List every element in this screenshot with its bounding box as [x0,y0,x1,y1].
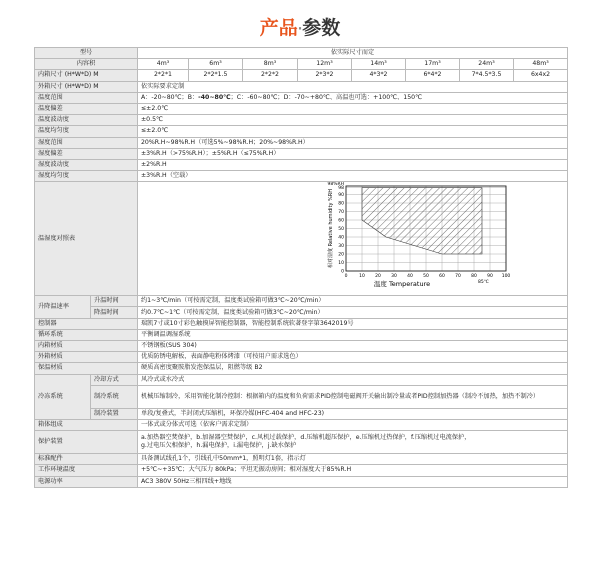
temp-fluctuation-value: ±0.5℃ [138,115,568,126]
humidity-uniformity-label: 湿度均匀度 [35,171,138,182]
chart-cell [138,182,568,296]
chart-y-tick-label: 40 [338,235,344,241]
temp-range-value [138,92,568,103]
table-row [35,307,568,318]
temp-uniformity-value: ≤±2.0℃ [138,126,568,137]
protection-line-2: g.过电压欠相保护，h.漏电保护，i.漏电保护，j.缺水保护 [141,442,297,450]
standard-parts-label: 标准配件 [35,454,138,465]
cooling-mode-label: 冷却方式 [91,374,138,385]
temp-range-label: 温度范围 [35,92,138,103]
chart-row-label: 温湿度对照表 [35,182,138,296]
table-row [35,48,568,59]
volume-cell: 14m³ [352,59,406,70]
humidity-uniformity-value: ±3%R.H（空载） [138,171,568,182]
chart-x-tick-label: 10 [359,274,365,280]
protection-label: 保护装置 [35,431,138,454]
title-dot: · [297,21,303,36]
volume-label: 内容积 [35,59,138,70]
cooling-system-value: 机械压缩制冷，采用智能化制冷控制：根据箱内的温度和负荷需求PID控制电磁阀开关输出制冷量或者PID控制加热器（制冷不加热，加热不制冷） [138,385,568,408]
table-row [35,385,568,408]
outer-material-label: 外箱材质 [35,352,138,363]
table-row [35,296,568,307]
protection-value [138,431,568,454]
chart-y-tick-label: 10 [338,261,344,267]
volume-cell: 24m³ [460,59,514,70]
chart-y-tick-label: 98 [338,186,344,192]
circulation-value: 平衡调温调湿系统 [138,329,568,340]
temp-deviation-label: 温度偏差 [35,103,138,114]
table-row [35,103,568,114]
humidity-deviation-value: ±3%R.H（>75%R.H）；±5%R.H（≤75%R.H） [138,148,568,159]
humidity-deviation-label: 湿度偏差 [35,148,138,159]
table-row [35,465,568,476]
table-row [35,419,568,430]
volume-cell: 48m³ [514,59,568,70]
table-row [35,341,568,352]
model-label: 型号 [35,48,138,59]
chart-x-tick-label: 80 [471,274,477,280]
model-value: 依实际尺寸而定 [138,48,568,59]
inner-size-cell: 7*4.5*3.5 [460,70,514,81]
temp-range-part-b: -40~80℃ [198,93,231,101]
table-row [35,137,568,148]
volume-cell: 12m³ [298,59,352,70]
chart-y-tick-label: 80 [338,201,344,207]
controller-value: 瑞凯7寸或10寸彩色触摸屏智能控制器，智能控制系统软著登字第3642019号 [138,318,568,329]
power-label: 电源功率 [35,476,138,487]
volume-cell: 4m³ [138,59,189,70]
volume-row [35,59,568,70]
cooling-device-label: 制冷装置 [91,408,138,419]
humidity-fluctuation-label: 湿度波动度 [35,159,138,170]
ramp-up-label: 升温时间 [91,296,138,307]
spec-table [34,47,568,488]
ramp-up-value: 约1~3℃/min（可按需定制，温度类试验箱可做3℃~20℃/min） [138,296,568,307]
temp-uniformity-label: 温度均匀度 [35,126,138,137]
chart-y-ticks [338,185,344,274]
outer-size-value: 依实际要求定制 [138,81,568,92]
chart-y-tick-label: 70 [338,210,344,216]
table-row [35,81,568,92]
cabinet-label: 箱体组成 [35,419,138,430]
cooling-mode-value: 风冷式或水冷式 [138,374,568,385]
table-row [35,115,568,126]
volume-cell: 8m³ [243,59,298,70]
inner-size-cell: 2*2*1.5 [189,70,243,81]
inner-size-label: 内箱尺寸 (H*W*D) M [35,70,138,81]
chart-x-tick-label: 30 [391,274,397,280]
chart-x-tick-label: 0 [344,274,348,280]
insulation-value: 硬质高密度聚胺脂发泡保温层，阻燃等级 B2 [138,363,568,374]
humidity-range-value: 20%R.H~98%R.H（可选5%~98%R.H；20%~98%R.H） [138,137,568,148]
volume-cell: 17m³ [406,59,460,70]
chart-x-tick-label: 100 [501,274,511,280]
chart-y-tick-label: 0 [341,269,344,275]
chart-x-tick-label: 40 [407,274,413,280]
inner-size-cell: 2*2*1 [138,70,189,81]
chart-x-unit-label: 85℃ [478,280,489,286]
ramp-down-label: 降温时间 [91,307,138,318]
controller-label: 控制器 [35,318,138,329]
table-row [35,126,568,137]
temp-range-part-c: ；C：-60~80℃；D：-70~+80℃、高温也可选：+100℃、150℃ [230,93,423,101]
chart-x-axis-label: 温度 Temperature [373,280,431,289]
humidity-fluctuation-value: ±2%R.H [138,159,568,170]
outer-material-value: 优质防锈电解板，表面静电粉体烤漆（可按用户需求选色） [138,352,568,363]
table-row [35,318,568,329]
inner-size-row [35,70,568,81]
temp-humidity-chart [141,182,568,295]
cooling-device-value: 单段/复叠式，半封闭式压缩机，环保冷媒(HFC-404 and HFC-23) [138,408,568,419]
inner-size-cell: 4*3*2 [352,70,406,81]
table-row [35,159,568,170]
title-part2: 参数 [302,17,341,39]
table-row [35,408,568,419]
chart-x-tick-label: 50 [423,274,429,280]
temp-range-part-a: A：-20~80℃；B： [141,93,199,101]
table-row [35,92,568,103]
chart-region [362,188,482,254]
inner-material-value: 不锈钢板(SUS 304) [138,341,568,352]
inner-size-cell: 2*2*2 [243,70,298,81]
chart-y-tick-label: 60 [338,218,344,224]
cabinet-value: 一体式或分体式可选（依客户需求定制） [138,419,568,430]
humidity-range-label: 湿度范围 [35,137,138,148]
table-row [35,454,568,465]
temp-deviation-value: ≤±2.0℃ [138,103,568,114]
volume-cell: 6m³ [189,59,243,70]
standard-parts-value: 具备测试线孔1个，引线孔中50mm*1，照明灯1套，指示灯 [138,454,568,465]
circulation-label: 循环系统 [35,329,138,340]
page-title [0,14,600,42]
chart-row [35,182,568,296]
table-row [35,374,568,385]
chart-x-tick-label: 60 [439,274,445,280]
chart-y-tick-label: 50 [338,227,344,233]
inner-size-cell: 2*3*2 [298,70,352,81]
chart-x-tick-label: 70 [455,274,461,280]
outer-size-label: 外箱尺寸 (H*W*D) M [35,81,138,92]
chart-y-axis-label: 相对湿度 Relative humidity %RH [328,189,334,269]
table-row [35,363,568,374]
cooling-system-label: 制冷系统 [91,385,138,408]
table-row [35,431,568,454]
chart-y-top-label: 98%RH [327,182,344,188]
chart-y-tick-label: 30 [338,244,344,250]
chart-y-tick-label: 20 [338,252,344,258]
inner-size-cell: 6x4x2 [514,70,568,81]
table-row [35,476,568,487]
cooling-label: 冷冻系统 [35,374,91,419]
protection-line-1: a.加热器空焚保护，b.加湿器空焚保护，c.风机过载保护，d.压缩机超压保护，e.压缩机过热保护，f.压缩机过电流保护， [141,434,471,442]
power-value: AC3 380V 50Hz三相四线+地线 [138,476,568,487]
ramp-label: 升降温速率 [35,296,91,318]
environment-label: 工作环境温度 [35,465,138,476]
environment-value: +5℃~+35℃；大气压力 80kPa；平坦无振动房间；相对湿度大于85%R.H [138,465,568,476]
table-row [35,329,568,340]
insulation-label: 保温材质 [35,363,138,374]
table-row [35,148,568,159]
chart-y-tick-label: 90 [338,193,344,199]
inner-material-label: 内箱材质 [35,341,138,352]
chart-x-tick-label: 20 [375,274,381,280]
ramp-down-value: 约0.7℃~1℃（可按需定制，温度类试验箱可做3℃~20℃/min） [138,307,568,318]
chart-x-tick-label: 90 [487,274,493,280]
inner-size-cell: 6*4*2 [406,70,460,81]
title-part1: 产品 [259,17,298,39]
chart-x-ticks [345,273,511,279]
temp-fluctuation-label: 温度波动度 [35,115,138,126]
table-row [35,352,568,363]
table-row [35,171,568,182]
